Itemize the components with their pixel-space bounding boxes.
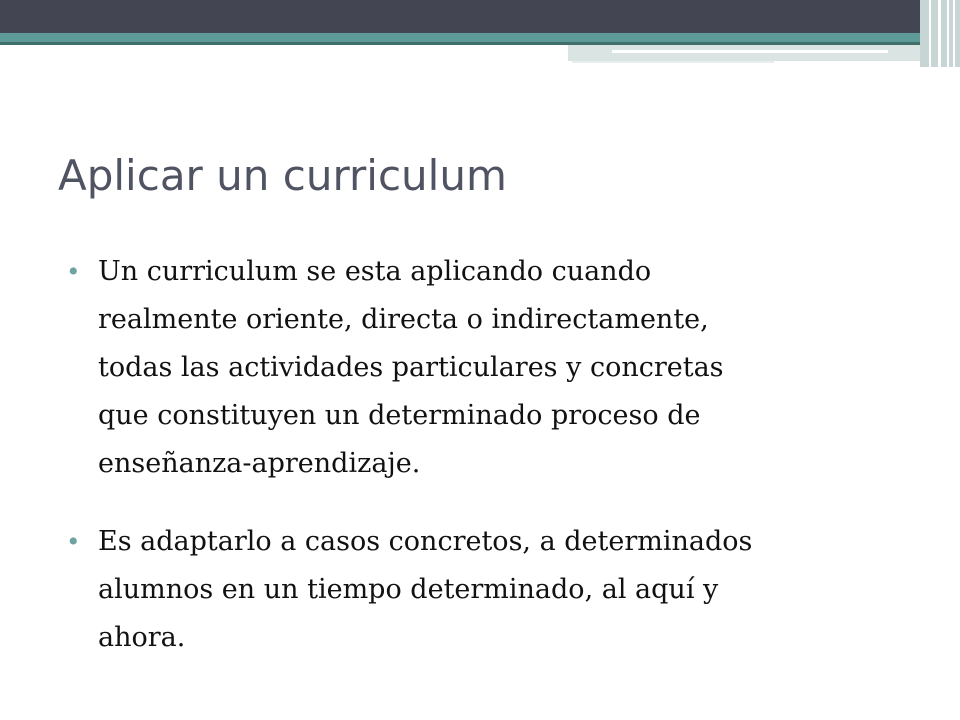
ribbon-highlight xyxy=(612,50,888,53)
bullet-line: Es adaptarlo a casos concretos, a determinados xyxy=(98,526,753,557)
bullet-line: que constituyen un determinado proceso de xyxy=(98,400,701,431)
header-ribbon xyxy=(568,45,960,61)
accent-line xyxy=(0,33,960,42)
bullet-line: realmente oriente, directa o indirectamente, xyxy=(98,304,709,335)
corner-stripe xyxy=(947,0,949,67)
bullet-line: ahora. xyxy=(98,622,186,653)
bullet-line: enseñanza-aprendizaje. xyxy=(98,448,421,479)
header-bar xyxy=(0,0,960,33)
corner-stripe xyxy=(953,0,955,67)
bullet-line: alumnos en un tiempo determinado, al aquí y xyxy=(98,574,719,605)
bullet-list xyxy=(68,248,913,662)
bullet-line: todas las actividades particulares y concretas xyxy=(98,352,724,383)
corner-stripe xyxy=(929,0,931,67)
bullet-icon: • xyxy=(68,255,79,288)
bullet-line: Un curriculum se esta aplicando cuando xyxy=(98,256,652,287)
corner-stripe xyxy=(938,0,941,67)
bullet-item xyxy=(68,518,913,662)
ribbon-highlight-lower xyxy=(572,61,774,63)
bullet-item xyxy=(68,248,913,488)
bullet-icon: • xyxy=(68,525,79,558)
slide-title: Aplicar un curriculum xyxy=(58,151,507,200)
